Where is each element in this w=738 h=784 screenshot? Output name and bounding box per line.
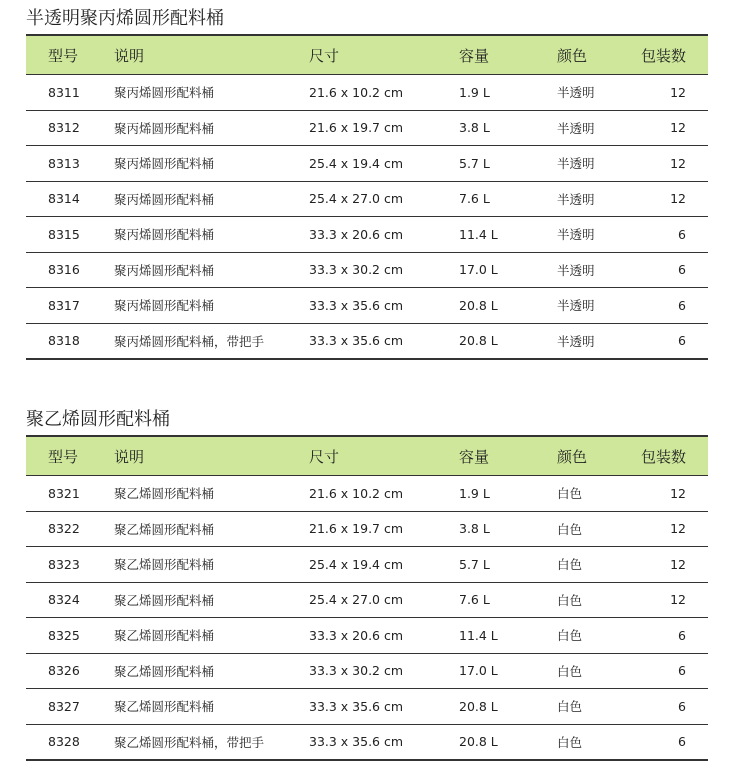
header-pack-qty: 包装数 bbox=[637, 35, 708, 75]
cell-capacity: 3.8 L bbox=[459, 511, 557, 547]
table-header-row bbox=[26, 35, 708, 75]
cell-model: 8313 bbox=[26, 146, 114, 182]
cell-dimensions: 33.3 x 20.6 cm bbox=[309, 217, 459, 253]
table-row bbox=[26, 181, 708, 217]
cell-dimensions: 33.3 x 35.6 cm bbox=[309, 288, 459, 324]
cell-model: 8312 bbox=[26, 110, 114, 146]
cell-pack-qty: 12 bbox=[637, 582, 708, 618]
cell-model: 8322 bbox=[26, 511, 114, 547]
cell-description: 聚乙烯圆形配料桶 bbox=[114, 547, 309, 583]
cell-model: 8316 bbox=[26, 252, 114, 288]
cell-color: 半透明 bbox=[557, 181, 637, 217]
cell-pack-qty: 12 bbox=[637, 110, 708, 146]
header-dimensions: 尺寸 bbox=[309, 35, 459, 75]
cell-dimensions: 25.4 x 27.0 cm bbox=[309, 181, 459, 217]
cell-color: 白色 bbox=[557, 476, 637, 512]
cell-pack-qty: 12 bbox=[637, 181, 708, 217]
cell-model: 8324 bbox=[26, 582, 114, 618]
cell-dimensions: 21.6 x 19.7 cm bbox=[309, 511, 459, 547]
cell-capacity: 5.7 L bbox=[459, 547, 557, 583]
cell-color: 白色 bbox=[557, 724, 637, 760]
table-row bbox=[26, 288, 708, 324]
cell-model: 8315 bbox=[26, 217, 114, 253]
cell-capacity: 20.8 L bbox=[459, 689, 557, 725]
cell-capacity: 7.6 L bbox=[459, 582, 557, 618]
cell-description: 聚丙烯圆形配料桶 bbox=[114, 75, 309, 111]
cell-dimensions: 33.3 x 35.6 cm bbox=[309, 323, 459, 359]
cell-pack-qty: 6 bbox=[637, 323, 708, 359]
cell-description: 聚丙烯圆形配料桶 bbox=[114, 181, 309, 217]
header-description: 说明 bbox=[114, 35, 309, 75]
cell-dimensions: 25.4 x 19.4 cm bbox=[309, 547, 459, 583]
cell-pack-qty: 6 bbox=[637, 217, 708, 253]
cell-pack-qty: 6 bbox=[637, 724, 708, 760]
cell-model: 8325 bbox=[26, 618, 114, 654]
cell-dimensions: 21.6 x 10.2 cm bbox=[309, 476, 459, 512]
cell-color: 白色 bbox=[557, 582, 637, 618]
cell-pack-qty: 12 bbox=[637, 476, 708, 512]
cell-dimensions: 33.3 x 30.2 cm bbox=[309, 252, 459, 288]
table-row bbox=[26, 511, 708, 547]
cell-capacity: 20.8 L bbox=[459, 288, 557, 324]
cell-description: 聚乙烯圆形配料桶，带把手 bbox=[114, 724, 309, 760]
cell-capacity: 17.0 L bbox=[459, 252, 557, 288]
cell-capacity: 3.8 L bbox=[459, 110, 557, 146]
cell-model: 8327 bbox=[26, 689, 114, 725]
cell-pack-qty: 6 bbox=[637, 618, 708, 654]
cell-description: 聚丙烯圆形配料桶 bbox=[114, 146, 309, 182]
cell-color: 半透明 bbox=[557, 323, 637, 359]
table-row bbox=[26, 618, 708, 654]
cell-pack-qty: 6 bbox=[637, 653, 708, 689]
table-row bbox=[26, 146, 708, 182]
cell-pack-qty: 12 bbox=[637, 511, 708, 547]
table-row bbox=[26, 75, 708, 111]
table-row bbox=[26, 217, 708, 253]
cell-description: 聚乙烯圆形配料桶 bbox=[114, 511, 309, 547]
cell-color: 白色 bbox=[557, 618, 637, 654]
table-row bbox=[26, 547, 708, 583]
cell-description: 聚乙烯圆形配料桶 bbox=[114, 653, 309, 689]
cell-pack-qty: 12 bbox=[637, 75, 708, 111]
cell-capacity: 7.6 L bbox=[459, 181, 557, 217]
cell-dimensions: 33.3 x 35.6 cm bbox=[309, 724, 459, 760]
header-color: 颜色 bbox=[557, 436, 637, 476]
header-capacity: 容量 bbox=[459, 436, 557, 476]
table-header-row bbox=[26, 436, 708, 476]
cell-model: 8328 bbox=[26, 724, 114, 760]
cell-description: 聚丙烯圆形配料桶 bbox=[114, 288, 309, 324]
table-row bbox=[26, 582, 708, 618]
header-color: 颜色 bbox=[557, 35, 637, 75]
cell-dimensions: 33.3 x 30.2 cm bbox=[309, 653, 459, 689]
table-row bbox=[26, 724, 708, 760]
table-body bbox=[26, 476, 708, 761]
section-title: 聚乙烯圆形配料桶 bbox=[26, 409, 170, 430]
cell-model: 8318 bbox=[26, 323, 114, 359]
product-table bbox=[26, 34, 708, 360]
cell-capacity: 20.8 L bbox=[459, 323, 557, 359]
cell-description: 聚乙烯圆形配料桶 bbox=[114, 618, 309, 654]
cell-model: 8323 bbox=[26, 547, 114, 583]
cell-color: 半透明 bbox=[557, 288, 637, 324]
cell-pack-qty: 6 bbox=[637, 689, 708, 725]
cell-dimensions: 25.4 x 19.4 cm bbox=[309, 146, 459, 182]
cell-description: 聚丙烯圆形配料桶，带把手 bbox=[114, 323, 309, 359]
table-row bbox=[26, 653, 708, 689]
cell-color: 半透明 bbox=[557, 252, 637, 288]
cell-model: 8321 bbox=[26, 476, 114, 512]
cell-capacity: 11.4 L bbox=[459, 217, 557, 253]
product-table bbox=[26, 435, 708, 761]
table-row bbox=[26, 476, 708, 512]
table-body bbox=[26, 75, 708, 360]
header-description: 说明 bbox=[114, 436, 309, 476]
cell-color: 白色 bbox=[557, 511, 637, 547]
cell-model: 8317 bbox=[26, 288, 114, 324]
cell-color: 半透明 bbox=[557, 75, 637, 111]
cell-capacity: 5.7 L bbox=[459, 146, 557, 182]
table-row bbox=[26, 689, 708, 725]
cell-description: 聚乙烯圆形配料桶 bbox=[114, 476, 309, 512]
cell-dimensions: 21.6 x 10.2 cm bbox=[309, 75, 459, 111]
section-title: 半透明聚丙烯圆形配料桶 bbox=[26, 8, 224, 29]
cell-dimensions: 33.3 x 20.6 cm bbox=[309, 618, 459, 654]
cell-pack-qty: 6 bbox=[637, 252, 708, 288]
table-row bbox=[26, 110, 708, 146]
header-pack-qty: 包装数 bbox=[637, 436, 708, 476]
cell-color: 半透明 bbox=[557, 146, 637, 182]
header-capacity: 容量 bbox=[459, 35, 557, 75]
cell-description: 聚丙烯圆形配料桶 bbox=[114, 252, 309, 288]
cell-capacity: 17.0 L bbox=[459, 653, 557, 689]
cell-description: 聚丙烯圆形配料桶 bbox=[114, 217, 309, 253]
cell-dimensions: 25.4 x 27.0 cm bbox=[309, 582, 459, 618]
cell-dimensions: 21.6 x 19.7 cm bbox=[309, 110, 459, 146]
cell-description: 聚丙烯圆形配料桶 bbox=[114, 110, 309, 146]
header-model: 型号 bbox=[26, 35, 114, 75]
cell-model: 8326 bbox=[26, 653, 114, 689]
cell-capacity: 1.9 L bbox=[459, 75, 557, 111]
cell-pack-qty: 12 bbox=[637, 547, 708, 583]
table-row bbox=[26, 323, 708, 359]
cell-dimensions: 33.3 x 35.6 cm bbox=[309, 689, 459, 725]
cell-color: 半透明 bbox=[557, 217, 637, 253]
cell-description: 聚乙烯圆形配料桶 bbox=[114, 689, 309, 725]
cell-color: 白色 bbox=[557, 547, 637, 583]
cell-color: 白色 bbox=[557, 689, 637, 725]
header-dimensions: 尺寸 bbox=[309, 436, 459, 476]
cell-color: 白色 bbox=[557, 653, 637, 689]
cell-description: 聚乙烯圆形配料桶 bbox=[114, 582, 309, 618]
section-polyethylene bbox=[26, 405, 708, 761]
cell-capacity: 20.8 L bbox=[459, 724, 557, 760]
section-polypropylene bbox=[26, 4, 708, 360]
header-model: 型号 bbox=[26, 436, 114, 476]
cell-pack-qty: 12 bbox=[637, 146, 708, 182]
cell-model: 8314 bbox=[26, 181, 114, 217]
table-row bbox=[26, 252, 708, 288]
cell-pack-qty: 6 bbox=[637, 288, 708, 324]
cell-capacity: 1.9 L bbox=[459, 476, 557, 512]
cell-color: 半透明 bbox=[557, 110, 637, 146]
cell-model: 8311 bbox=[26, 75, 114, 111]
cell-capacity: 11.4 L bbox=[459, 618, 557, 654]
